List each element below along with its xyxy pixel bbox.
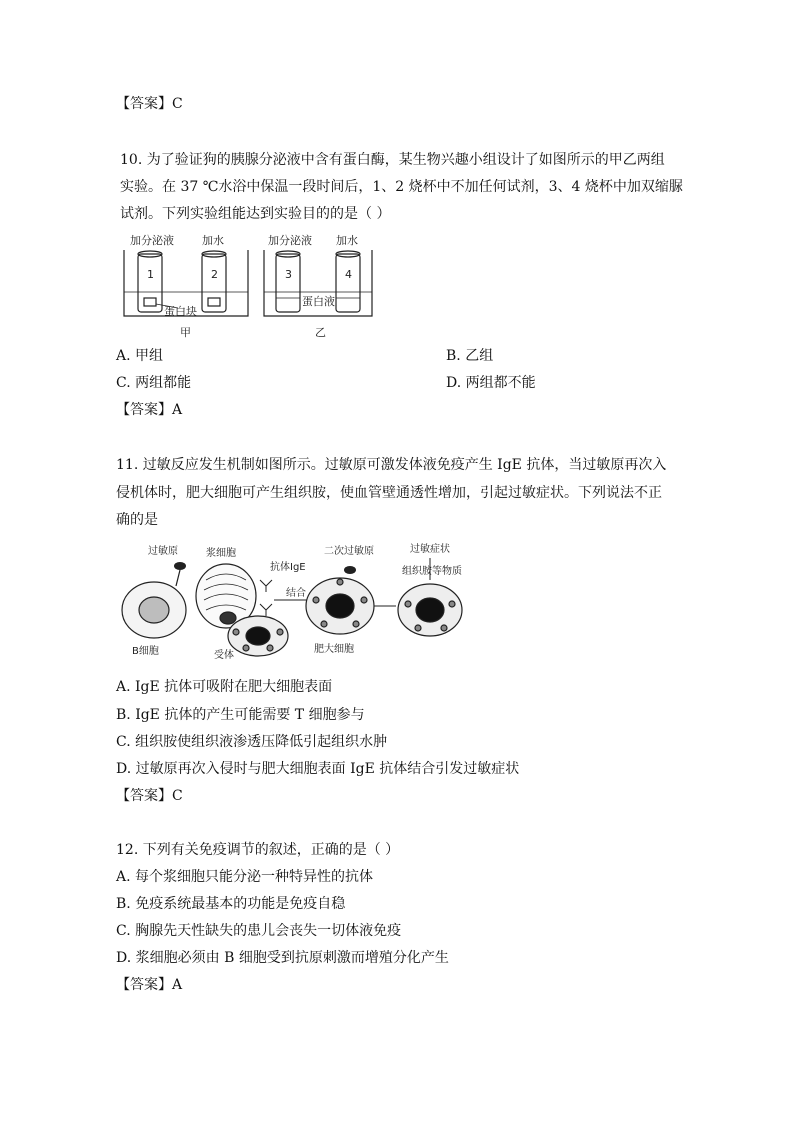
symptom-label: 过敏症状 bbox=[410, 544, 450, 555]
secondary-allergen-label: 二次过敏原 bbox=[324, 546, 374, 557]
b-cell bbox=[122, 570, 186, 638]
q11-allergy-figure bbox=[118, 540, 478, 660]
q10-beaker-figure bbox=[118, 232, 388, 344]
q12-option-c: C. 胸腺先天性缺失的患儿会丧失一切体液免疫 bbox=[116, 923, 402, 939]
bind-label: 结合 bbox=[286, 588, 306, 599]
yi-label-left: 加分泌液 bbox=[268, 234, 312, 247]
antibody-icons bbox=[260, 580, 272, 616]
answer-q12: 【答案】A bbox=[116, 977, 183, 993]
yi-tube-3: 3 bbox=[285, 268, 292, 281]
q10-line-3: 试剂。下列实验组能达到实验目的的是（ ） bbox=[120, 206, 391, 222]
yi-label-right: 加水 bbox=[336, 234, 358, 247]
secondary-allergen-particle bbox=[344, 566, 356, 574]
jia-caption: 甲 bbox=[180, 326, 191, 339]
receptor-label: 受体 bbox=[214, 650, 234, 660]
q12-option-b: B. 免疫系统最基本的功能是免疫自稳 bbox=[116, 896, 346, 912]
q10-option-d: D. 两组都不能 bbox=[446, 375, 536, 391]
jia-label-left: 加分泌液 bbox=[130, 234, 174, 247]
jia-tube-2: 2 bbox=[211, 268, 218, 281]
plasma-cell-label: 浆细胞 bbox=[206, 548, 236, 559]
jia-content: 蛋白块 bbox=[164, 305, 197, 318]
q11-line-2: 侵机体时，肥大细胞可产生组织胺，使血管壁通透性增加，引起过敏症状。下列说法不正 bbox=[116, 485, 662, 501]
mast-cell-lower bbox=[228, 616, 288, 656]
answer-q11: 【答案】C bbox=[116, 788, 183, 804]
q11-option-a: A. IgE 抗体可吸附在肥大细胞表面 bbox=[116, 679, 333, 695]
q12-option-a: A. 每个浆细胞只能分泌一种特异性的抗体 bbox=[116, 869, 374, 885]
answer-q9: 【答案】C bbox=[116, 96, 183, 112]
q11-line-3: 确的是 bbox=[116, 512, 158, 528]
q11-option-c: C. 组织胺使组织液渗透压降低引起组织水肿 bbox=[116, 734, 388, 750]
q10-line-2: 实验。在 37 ℃水浴中保温一段时间后，1、2 烧杯中不加任何试剂，3、4 烧杯中加双缩脲 bbox=[120, 179, 683, 195]
jia-label-right: 加水 bbox=[202, 234, 224, 247]
mast-cell-label: 肥大细胞 bbox=[314, 644, 354, 655]
yi-caption: 乙 bbox=[315, 326, 326, 339]
q11-line-1: 11. 过敏反应发生机制如图所示。过敏原可激发体液免疫产生 IgE 抗体，当过敏原再次入 bbox=[116, 457, 667, 473]
q10-option-a: A. 甲组 bbox=[116, 348, 164, 364]
q10-option-b: B. 乙组 bbox=[446, 348, 494, 364]
mast-cell-right bbox=[398, 584, 462, 636]
q11-option-d: D. 过敏原再次入侵时与肥大细胞表面 IgE 抗体结合引发过敏症状 bbox=[116, 761, 520, 777]
mast-cell-middle bbox=[306, 578, 374, 634]
allergen-particle bbox=[174, 562, 186, 570]
histamine-label: 组织胺等物质 bbox=[402, 566, 462, 577]
b-cell-label: B细胞 bbox=[132, 646, 159, 657]
jia-tube-1: 1 bbox=[147, 268, 154, 281]
yi-tube-4: 4 bbox=[345, 268, 352, 281]
allergen-label: 过敏原 bbox=[148, 546, 178, 557]
q11-option-b: B. IgE 抗体的产生可能需要 T 细胞参与 bbox=[116, 707, 365, 723]
q12-option-d: D. 浆细胞必须由 B 细胞受到抗原刺激而增殖分化产生 bbox=[116, 950, 449, 966]
q12-line-1: 12. 下列有关免疫调节的叙述，正确的是（ ） bbox=[116, 842, 400, 858]
q10-option-c: C. 两组都能 bbox=[116, 375, 192, 391]
answer-q10: 【答案】A bbox=[116, 402, 183, 418]
antibody-label: 抗体IgE bbox=[270, 562, 306, 573]
yi-content: 蛋白液 bbox=[302, 295, 335, 308]
q10-line-1: 10. 为了验证狗的胰腺分泌液中含有蛋白酶，某生物兴趣小组设计了如图所示的甲乙两组 bbox=[120, 152, 665, 168]
